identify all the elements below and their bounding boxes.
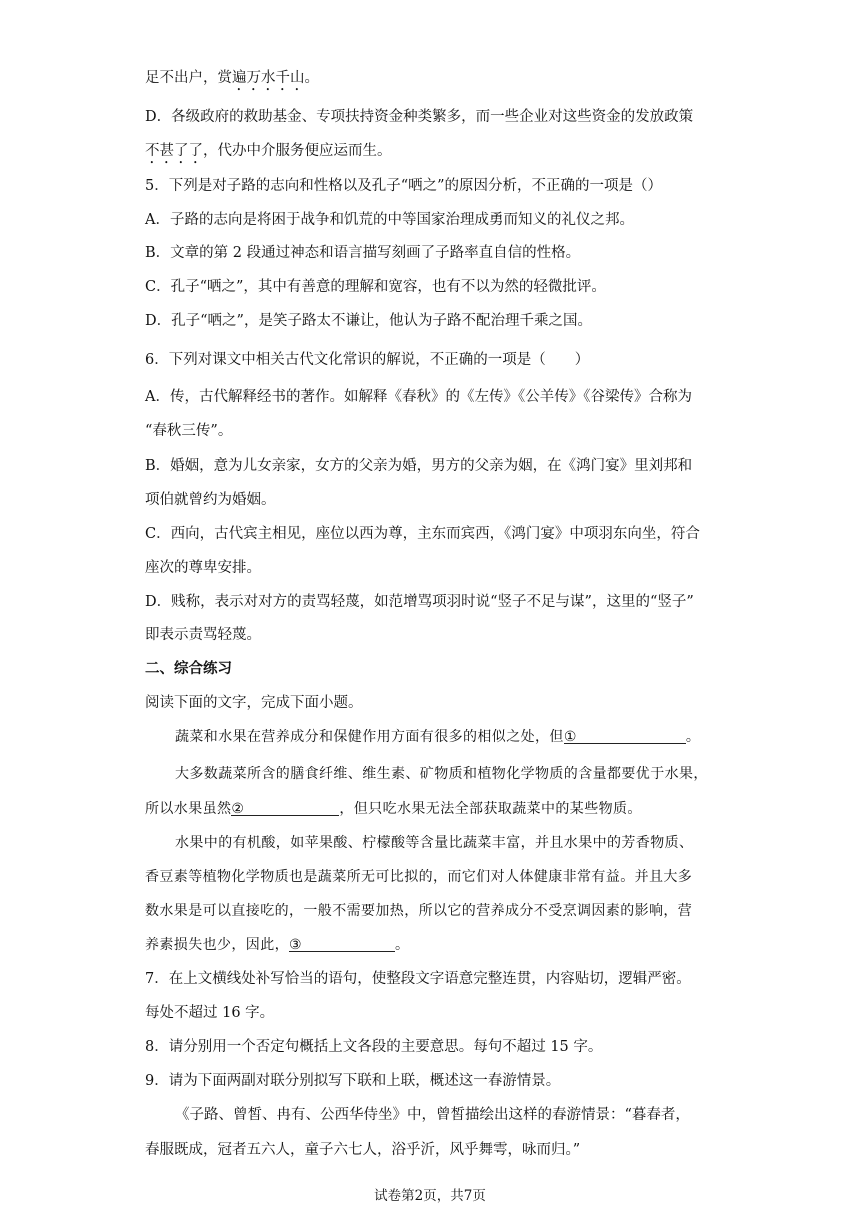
text-fragment: 。 (395, 937, 410, 953)
blank-marker: ③ (289, 937, 302, 953)
question-6: 6．下列对课文中相关古代文化常识的解说，不正确的一项是（ ） (145, 352, 590, 368)
question-7: 7．在上文横线处补写恰当的语句，使整段文字语意完整连贯，内容贴切，逻辑严密。 (145, 971, 691, 987)
question-5-option-c: C．孔子“哂之”，其中有善意的理解和宽容，也有不以为然的轻微批评。 (145, 279, 606, 295)
question-6-option-b: B．婚姻，意为儿女亲家，女方的父亲为婚，男方的父亲为姻，在《鸿门宴》里刘邦和 (145, 458, 693, 474)
question-9-quote-cont: 春服既成，冠者五六人，童子六七人，浴乎沂，风乎舞雩，咏而归。” (145, 1142, 581, 1158)
question-6-option-d: D．贱称，表示对对方的责骂轻蔑，如范增骂项羽时说“竖子不足与谋”，这里的“竖子” (145, 594, 694, 610)
text-line (145, 141, 392, 167)
text-fragment: 。 (304, 70, 319, 86)
passage-line: 大多数蔬菜所含的膳食纤维、维生素、矿物质和植物化学物质的含量都要优于水果， (175, 766, 708, 782)
blank-3[interactable] (289, 937, 395, 953)
text-fragment: ，代办中介服务便应运而生。 (203, 143, 392, 159)
question-7-cont: 每处不超过 16 字。 (145, 1005, 275, 1021)
blank-marker: ① (563, 729, 577, 745)
option-d-line: D．各级政府的救助基金、专项扶持资金种类繁多，而一些企业对这些资金的发放政策 (145, 109, 694, 125)
passage-line (145, 935, 409, 955)
emphasized-text: 不甚了了 (145, 143, 203, 159)
blank-marker: ② (231, 801, 245, 817)
question-6-option-c-cont: 座次的尊卑安排。 (145, 560, 261, 576)
question-8: 8．请分别用一个否定句概括上文各段的主要意思。每句不超过 15 字。 (145, 1039, 603, 1055)
passage-line: 香豆素等植物化学物质也是蔬菜所无可比拟的，而它们对人体健康非常有益。并且大多 (145, 869, 693, 885)
question-5-option-a: A．子路的志向是将困于战争和饥荒的中等国家治理成勇而知义的礼仪之邦。 (145, 212, 634, 228)
emphasized-text: 遍万水千山 (232, 70, 305, 86)
blank-1[interactable] (564, 729, 686, 745)
question-9-quote: 《子路、曾皙、冉有、公西华侍坐》中，曾皙描绘出这样的春游情景：“暮春者， (175, 1107, 690, 1123)
passage-line: 数水果是可以直接吃的，一般不需要加热，所以它的营养成分不受烹调因素的影响，营 (145, 903, 693, 919)
question-6-option-c: C．西向，古代宾主相见，座位以西为尊，主东而宾西，《鸿门宴》中项羽东向坐，符合 (145, 526, 700, 542)
text-fragment: 蔬菜和水果在营养成分和保健作用方面有很多的相似之处，但 (175, 729, 564, 745)
text-fragment: 足不出户，赏 (145, 70, 232, 86)
text-fragment: ，但只吃水果无法全部获取蔬菜中的某些物质。 (339, 801, 642, 817)
question-5-option-d: D．孔子“哂之”，是笑子路太不谦让，他认为子路不配治理千乘之国。 (145, 313, 592, 329)
passage-line: 水果中的有机酸，如苹果酸、柠檬酸等含量比蔬菜丰富，并且水果中的芳香物质、 (175, 835, 694, 851)
question-5: 5．下列是对子路的志向和性格以及孔子“哂之”的原因分析，不正确的一项是（） (145, 178, 663, 194)
passage-line (145, 799, 642, 819)
question-6-option-a: A．传，古代解释经书的著作。如解释《春秋》的《左传》《公羊传》《谷梁传》合称为 (145, 389, 692, 405)
passage-line (175, 727, 700, 747)
section-heading: 二、综合练习 (145, 660, 232, 677)
question-9: 9．请为下面两副对联分别拟写下联和上联，概述这一春游情景。 (145, 1073, 561, 1089)
text-fragment: 所以水果虽然 (145, 801, 232, 817)
question-6-option-a-cont: “春秋三传”。 (145, 423, 233, 439)
question-5-option-b: B．文章的第 2 段通过神态和语言描写刻画了子路率直自信的性格。 (145, 245, 581, 261)
question-6-option-d-cont: 即表示责骂轻蔑。 (145, 627, 261, 643)
text-line (145, 68, 319, 94)
text-fragment: 。 (685, 729, 701, 745)
question-6-option-b-cont: 项伯就曾约为婚姻。 (145, 492, 276, 508)
text-fragment: 养素损失也少，因此， (145, 937, 289, 953)
blank-2[interactable] (231, 801, 339, 817)
reading-instruction: 阅读下面的文字，完成下面小题。 (145, 695, 363, 711)
page-footer: 试卷第2页，共7页 (374, 1188, 486, 1204)
